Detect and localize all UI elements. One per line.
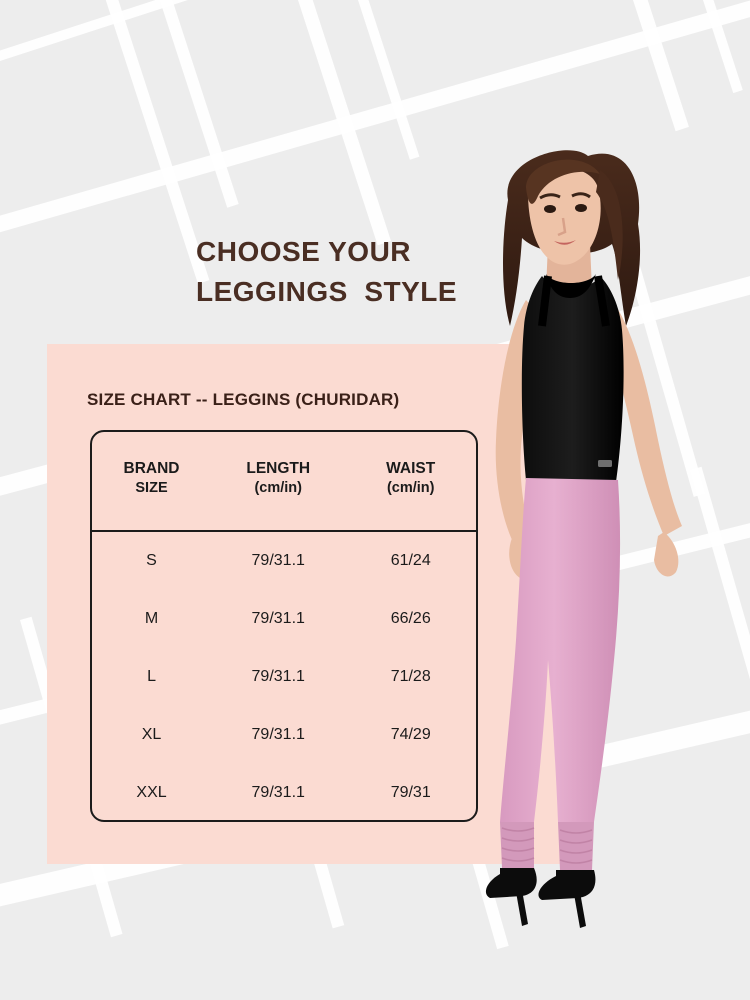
column-header-length-unit: (cm/in) xyxy=(254,479,302,496)
cell-waist: 79/31 xyxy=(390,784,431,801)
shoe-left xyxy=(486,868,537,898)
size-chart-table-container xyxy=(90,430,478,822)
column-header-waist-unit: (cm/in) xyxy=(386,479,435,496)
model-photo xyxy=(430,140,750,940)
column-header-waist-label: WAIST xyxy=(386,459,436,477)
cell-length: 79/31.1 xyxy=(251,784,305,801)
heel-left xyxy=(516,890,528,926)
page-title-line-2: LEGGINGS STYLE xyxy=(196,275,458,307)
column-header-length-label: LENGTH xyxy=(246,459,311,477)
cell-brand-size: L xyxy=(147,668,156,685)
column-header-brand-size xyxy=(92,432,211,531)
size-chart-title: SIZE CHART -- LEGGINS (CHURIDAR) xyxy=(87,390,400,409)
cell-brand-size: XL xyxy=(141,726,162,743)
cell-length: 79/31.1 xyxy=(251,726,305,743)
cell-brand-size: S xyxy=(146,552,157,569)
cell-length: 79/31.1 xyxy=(251,552,305,569)
cell-length: 79/31.1 xyxy=(251,610,305,627)
column-header-brand-size-label: BRAND xyxy=(123,459,180,477)
table-header xyxy=(92,432,476,531)
cell-waist: 71/28 xyxy=(390,668,431,685)
shoe-right xyxy=(538,870,595,900)
tank-top xyxy=(522,276,624,482)
table-row xyxy=(92,706,476,764)
cell-length: 79/31.1 xyxy=(251,668,305,685)
table-body xyxy=(92,531,476,822)
table-row xyxy=(92,764,476,822)
size-chart-table xyxy=(92,432,476,822)
eye-right xyxy=(575,204,587,212)
column-header-length xyxy=(211,432,345,531)
column-header-brand-size-unit: SIZE xyxy=(135,479,168,496)
table-row xyxy=(92,648,476,706)
cell-brand-size: XXL xyxy=(136,784,167,801)
cell-brand-size: M xyxy=(144,610,159,627)
hand-right xyxy=(654,532,678,576)
table-row xyxy=(92,590,476,648)
cell-waist: 74/29 xyxy=(390,726,431,743)
page-title-line-1: CHOOSE YOUR xyxy=(196,236,412,267)
brand-tag xyxy=(598,460,612,467)
table-row xyxy=(92,531,476,590)
cell-waist: 66/26 xyxy=(390,610,431,627)
cell-waist: 61/24 xyxy=(390,552,431,569)
eye-left xyxy=(544,205,556,213)
heel-right xyxy=(574,892,586,928)
table-header-row xyxy=(92,432,476,531)
